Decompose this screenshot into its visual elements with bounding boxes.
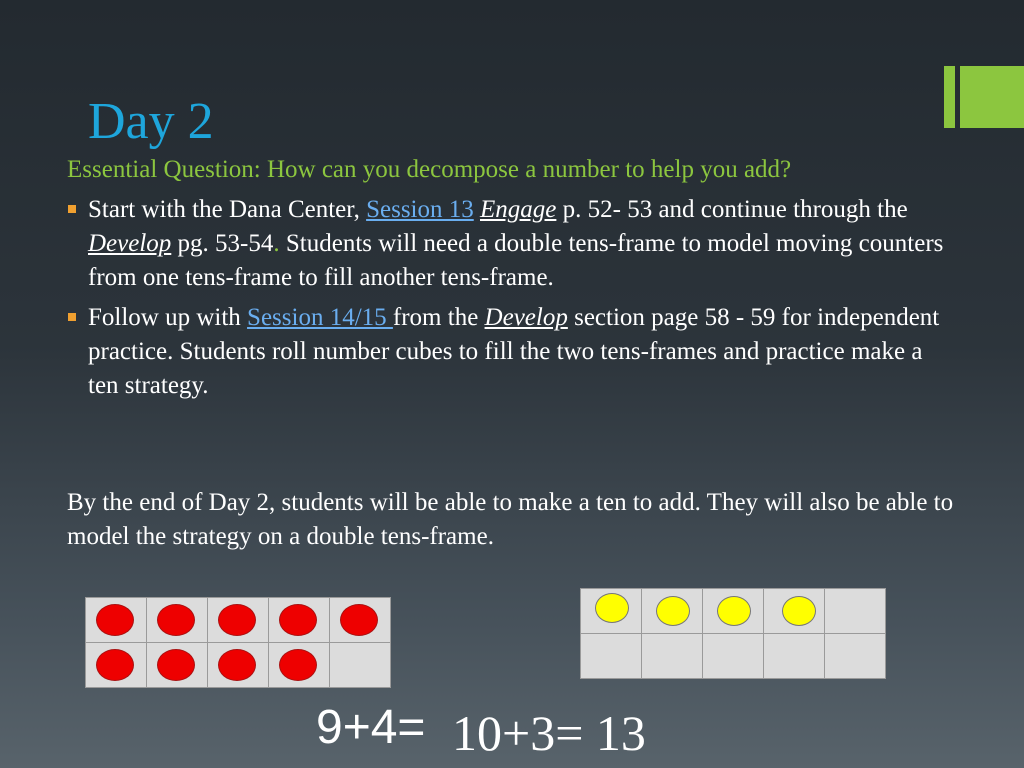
develop-label: Develop [484,304,568,331]
essential-question: Essential Question: How can you decompose a number to help you add? [67,156,792,183]
yellow-counter [717,596,751,626]
yellow-counter [782,596,816,626]
frame-cell [86,598,147,643]
frame-cell-empty [764,634,825,679]
bullet-marker [68,205,76,213]
develop-label: Develop [88,230,172,257]
red-counter [96,604,134,636]
red-counter [157,649,195,681]
frame-cell-empty [330,643,391,688]
bullet-text: from the [392,304,485,331]
frame-cell [208,598,269,643]
bullet-text: section page 58 - 59 for independent practice. Students roll number cubes to fill the two tens-frames and practice make a ten strategy. [88,304,940,399]
equation-left: 9+4= [316,701,426,754]
bullet-list [68,193,948,409]
frame-cell-empty [825,589,886,634]
slide-title: Day 2 [88,93,214,150]
frame-cell [147,598,208,643]
frame-cell [703,589,764,634]
frame-cell [269,643,330,688]
red-counter [279,649,317,681]
engage-label: Engage [480,196,557,223]
session-13-link[interactable]: Session 13 [366,196,474,223]
red-counter [157,604,195,636]
frame-cell [208,643,269,688]
accent-bar-thin [944,66,955,128]
bullet-text: p. 52- 53 and continue through the [556,196,908,223]
accent-bar-wide [960,66,1024,128]
red-counter [218,604,256,636]
frame-cell-empty [703,634,764,679]
frame-cell [269,598,330,643]
bullet-text: . [273,230,280,257]
tens-frame-yellow [580,588,886,679]
bullet-item-1 [68,193,948,295]
bullet-text: pg. 53-54 [171,230,274,257]
red-counter [279,604,317,636]
bullet-text: Students will need a double tens-frame to model moving counters from one tens-frame to fill another tens-frame. [88,230,944,291]
red-counter [218,649,256,681]
red-counter [340,604,378,636]
frame-cell [764,589,825,634]
frame-cell-empty [642,634,703,679]
yellow-counter [595,593,629,623]
bullet-text: Start with the Dana Center, [88,196,367,223]
accent-bars [944,66,1024,128]
frame-cell [330,598,391,643]
bullet-text: Follow up with [88,304,248,331]
equation-right: 10+3= 13 [452,705,646,761]
red-counter [96,649,134,681]
yellow-counter [656,596,690,626]
bullet-item-2 [68,301,948,403]
frame-cell [147,643,208,688]
tens-frame-red [85,597,391,688]
summary-paragraph: By the end of Day 2, students will be able to make a ten to add. They will also be able to model the strategy on a double tens-frame. [67,489,954,550]
frame-cell-empty [581,634,642,679]
session-14-15-link[interactable]: Session 14/15 [247,304,393,331]
frame-cell [642,589,703,634]
bullet-marker [68,313,76,321]
frame-cell-empty [825,634,886,679]
frame-cell [86,643,147,688]
frame-cell [581,589,642,634]
